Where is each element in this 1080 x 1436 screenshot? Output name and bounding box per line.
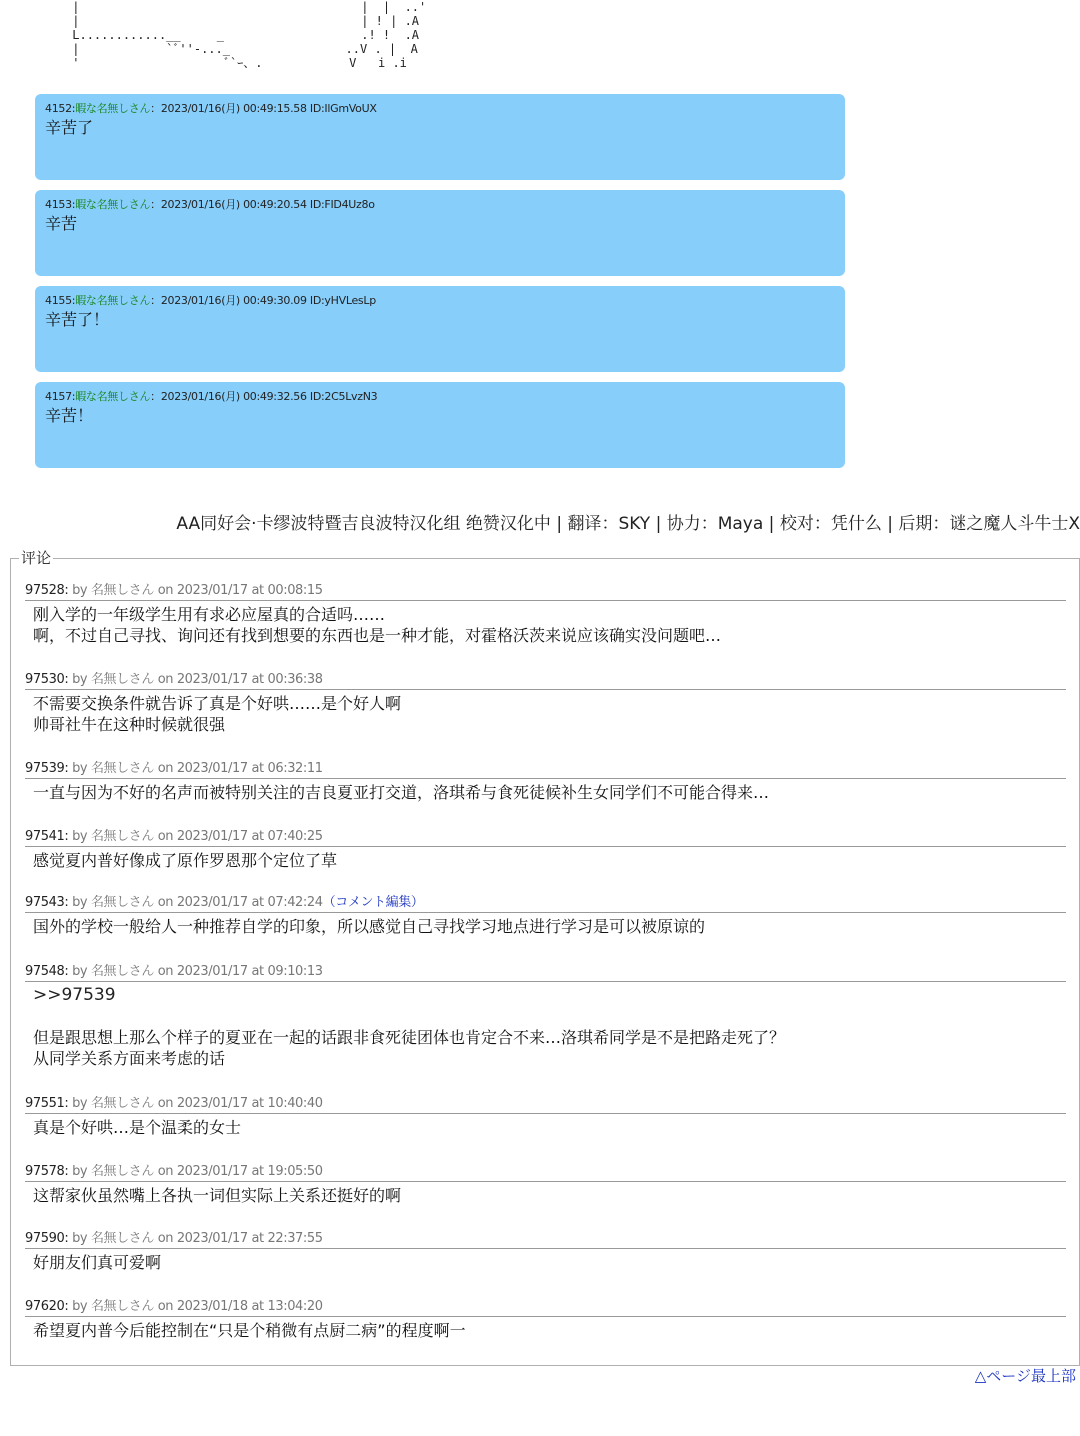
post-4155: [35, 286, 845, 372]
post-body: 辛苦了！: [45, 310, 110, 329]
comment-item: [25, 583, 1066, 646]
comment-header: [25, 672, 1066, 690]
comment-line: 一直与因为不好的名声而被特别关注的吉良夏亚打交道，洛琪希与食死徒候补生女同学们不可能合得来…: [33, 783, 770, 802]
comment-meta: by 名無しさん on 2023/01/17 at 09:10:13: [72, 964, 323, 979]
poster-name: 暇な名無しさん: [75, 198, 151, 211]
comment-item: [25, 895, 1066, 937]
comment-header: [25, 829, 1066, 847]
reply-reference-link[interactable]: >>97539: [33, 985, 116, 1005]
comment-item: [25, 1096, 1066, 1138]
comment-meta: by 名無しさん on 2023/01/17 at 07:40:25: [72, 829, 323, 844]
comment-line: 但是跟思想上那么个样子的夏亚在一起的话跟非食死徒团体也肯定合不来…洛琪希同学是不是把路走死了？: [33, 1028, 786, 1047]
comment-number: 97530:: [25, 672, 69, 687]
post-header: 4155:暇な名無しさん：2023/01/16(月) 00:49:30.09 ID:yHVLesLp: [45, 294, 376, 307]
comment-item: [25, 672, 1066, 735]
poster-name: 暇な名無しさん: [75, 102, 151, 115]
comment-header: [25, 1096, 1066, 1114]
poster-id: ID:2C5LvzN3: [309, 390, 378, 403]
comment-item: [25, 829, 1066, 871]
comment-line: [33, 1006, 1066, 1027]
comment-body: [25, 693, 1066, 735]
poster-name: 暇な名無しさん: [75, 294, 151, 307]
comment-header: [25, 1231, 1066, 1249]
comment-line: 啊，不过自己寻找、询问还有找到想要的东西也是一种才能，对霍格沃茨来说应该确实没问题吧…: [33, 626, 722, 645]
comment-header: [25, 1164, 1066, 1182]
comment-item: [25, 1164, 1066, 1206]
comment-number: 97543:: [25, 895, 69, 910]
comment-number: 97578:: [25, 1164, 69, 1179]
post-datetime: 2023/01/16(月) 00:49:15.58: [160, 102, 307, 115]
post-4152: [35, 94, 845, 180]
comment-meta: by 名無しさん on 2023/01/17 at 00:08:15: [72, 583, 323, 598]
comment-body: [25, 1320, 1066, 1341]
post-datetime: 2023/01/16(月) 00:49:32.56: [160, 390, 307, 403]
comments-section: [10, 549, 1080, 1366]
comment-header: [25, 964, 1066, 982]
comment-line: 这帮家伙虽然嘴上各执一词但实际上关系还挺好的啊: [33, 1186, 402, 1205]
comment-number: 97528:: [25, 583, 69, 598]
comment-body: [25, 1252, 1066, 1273]
comment-body: [25, 1185, 1066, 1206]
poster-id: ID:FID4Uz8o: [309, 198, 375, 211]
thread-posts: [35, 94, 845, 478]
comment-number: 97541:: [25, 829, 69, 844]
poster-name: 暇な名無しさん: [75, 390, 151, 403]
comment-body: [25, 1117, 1066, 1138]
comment-body: [25, 985, 1066, 1069]
post-header: 4157:暇な名無しさん：2023/01/16(月) 00:49:32.56 ID:2C5LvzN3: [45, 390, 378, 403]
comment-item: [25, 1299, 1066, 1341]
comment-header: [25, 761, 1066, 779]
comment-line: 感觉夏内普好像成了原作罗恩那个定位了草: [33, 851, 338, 870]
post-number: 4157: [45, 390, 72, 403]
post-number: 4155: [45, 294, 72, 307]
comments-title: 评论: [21, 549, 52, 567]
comment-number: 97539:: [25, 761, 69, 776]
post-number: 4153: [45, 198, 72, 211]
comment-meta: by 名無しさん on 2023/01/17 at 10:40:40: [72, 1096, 323, 1111]
post-datetime: 2023/01/16(月) 00:49:20.54: [160, 198, 307, 211]
comment-meta: by 名無しさん on 2023/01/17 at 00:36:38: [72, 672, 323, 687]
comment-body: [25, 782, 1066, 803]
comment-number: 97620:: [25, 1299, 69, 1314]
comment-line: 真是个好哄…是个温柔的女士: [33, 1118, 242, 1137]
ascii-art: | | | ..' | | ! | .A L............__ _ .! ! .A | `ﾞ''-..._ ..V . | A ' ﾞ`ｰ、. V i .i: [72, 0, 427, 70]
post-number: 4152: [45, 102, 72, 115]
comment-edit-link[interactable]: （コメント編集）: [322, 895, 424, 910]
comment-line: 不需要交换条件就告诉了真是个好哄……是个好人啊: [33, 694, 402, 713]
comment-meta: by 名無しさん on 2023/01/18 at 13:04:20: [72, 1299, 323, 1314]
post-header: 4153:暇な名無しさん：2023/01/16(月) 00:49:20.54 ID:FID4Uz8o: [45, 198, 375, 211]
comment-body: [25, 916, 1066, 937]
comment-body: [25, 850, 1066, 871]
comment-line: 希望夏内普今后能控制在“只是个稍微有点厨二病”的程度啊一: [33, 1321, 466, 1340]
post-4157: [35, 382, 845, 468]
post-body: 辛苦！: [45, 406, 94, 425]
post-body: 辛苦: [45, 214, 78, 233]
comment-number: 97590:: [25, 1231, 69, 1246]
comment-item: [25, 761, 1066, 803]
comment-line: 从同学关系方面来考虑的话: [33, 1049, 226, 1068]
poster-id: ID:yHVLesLp: [309, 294, 376, 307]
comment-line: 国外的学校一般给人一种推荐自学的印象，所以感觉自己寻找学习地点进行学习是可以被原谅的: [33, 917, 706, 936]
comment-meta: by 名無しさん on 2023/01/17 at 22:37:55: [72, 1231, 323, 1246]
translation-credits: AA同好会·卡缪波特暨吉良波特汉化组 绝赞汉化中 | 翻译：SKY | 协力：Maya | 校对：凭什么 | 后期：谜之魔人斗牛士X: [176, 514, 1080, 534]
comment-header: [25, 1299, 1066, 1317]
back-to-top-link[interactable]: △ページ最上部: [974, 1367, 1076, 1385]
comment-meta: by 名無しさん on 2023/01/17 at 07:42:24: [72, 895, 323, 910]
comment-meta: by 名無しさん on 2023/01/17 at 19:05:50: [72, 1164, 323, 1179]
comment-header: [25, 895, 1066, 913]
comment-body: [25, 604, 1066, 646]
poster-id: ID:IlGmVoUX: [309, 102, 377, 115]
comment-item: [25, 964, 1066, 1069]
post-body: 辛苦了: [45, 118, 94, 137]
post-datetime: 2023/01/16(月) 00:49:30.09: [160, 294, 307, 307]
comment-item: [25, 1231, 1066, 1273]
comment-line: 刚入学的一年级学生用有求必应屋真的合适吗……: [33, 605, 386, 624]
comment-number: 97551:: [25, 1096, 69, 1111]
comment-line: 好朋友们真可爱啊: [33, 1253, 162, 1272]
comment-meta: by 名無しさん on 2023/01/17 at 06:32:11: [72, 761, 323, 776]
comment-number: 97548:: [25, 964, 69, 979]
post-4153: [35, 190, 845, 276]
comment-line: 帅哥社牛在这种时候就很强: [33, 715, 226, 734]
post-header: 4152:暇な名無しさん：2023/01/16(月) 00:49:15.58 ID:IlGmVoUX: [45, 102, 377, 115]
comment-header: [25, 583, 1066, 601]
